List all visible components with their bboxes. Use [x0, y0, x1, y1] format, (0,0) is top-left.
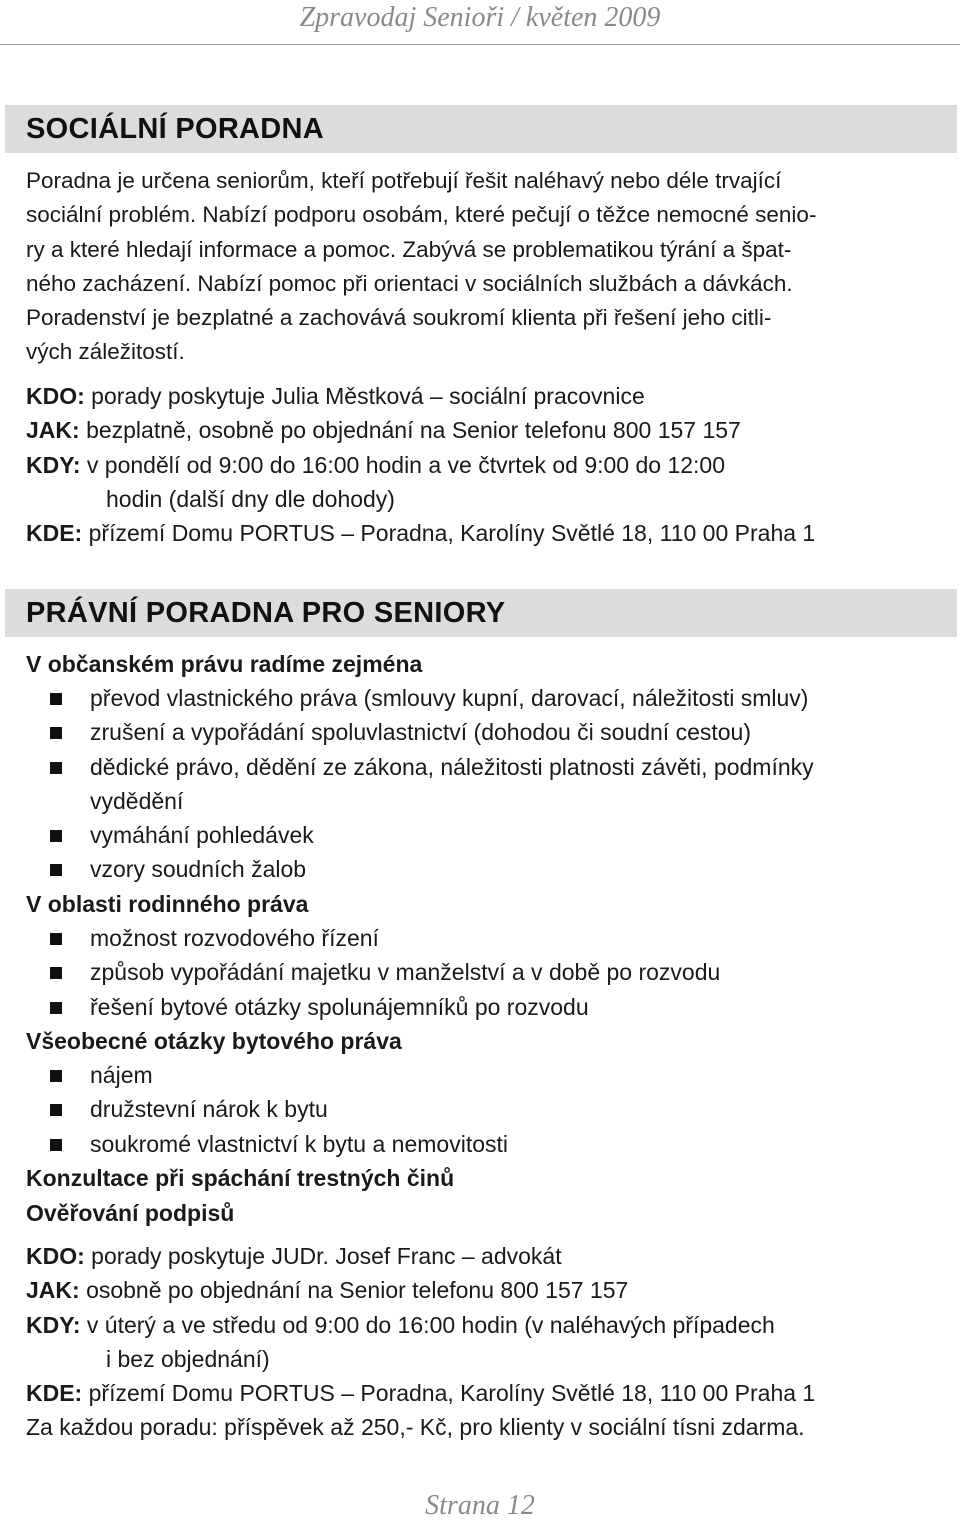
square-bullet-icon [50, 1002, 62, 1014]
header-divider [0, 44, 960, 45]
list-item [26, 681, 956, 715]
how-value: osobně po objednání na Senior telefonu 800 157 157 [86, 1277, 629, 1304]
paragraph-line: ného zacházení. Nabízí pomoc při orientaci v sociálních službách a dávkách. [26, 270, 793, 296]
publication-header: Zpravodaj Senioři / květen 2009 [299, 2, 661, 33]
where-label: KDE: [26, 520, 83, 547]
list-item [26, 990, 956, 1024]
when-value: v úterý a ve středu od 9:00 do 16:00 hodin (v naléhavých případech [86, 1311, 775, 1338]
list-item [26, 955, 956, 989]
list-item [26, 921, 956, 955]
signature-verification-heading: Ověřování podpisů [26, 1200, 235, 1226]
list-item [26, 1092, 956, 1126]
list-item-text: dědické právo, dědění ze zákona, náležitosti platnosti závěti, podmínky [90, 753, 814, 780]
section-title-social: SOCIÁLNÍ PORADNA [26, 113, 325, 145]
paragraph-line: Poradenství je bezplatné a zachovává soukromí klienta při řešení jeho citli- [26, 305, 772, 331]
list-item [26, 715, 956, 749]
when-value-continued: hodin (další dny dle dohody) [106, 485, 395, 512]
square-bullet-icon [50, 727, 62, 739]
family-law-heading: V oblasti rodinného práva [26, 891, 309, 917]
social-intro-paragraph [26, 164, 956, 370]
when-label: KDY: [26, 1311, 81, 1338]
list-item-text: vymáhání pohledávek [90, 822, 314, 849]
list-item-text: možnost rozvodového řízení [90, 925, 379, 951]
who-label: KDO: [26, 383, 85, 409]
list-item-text: způsob vypořádání majetku v manželství a v době po rozvodu [90, 959, 721, 986]
list-item-text: nájem [90, 1062, 153, 1088]
list-item [26, 1058, 956, 1092]
list-item-text: vzory soudních žalob [90, 856, 307, 883]
square-bullet-icon [50, 967, 62, 979]
paragraph-line: vých záležitostí. [26, 339, 185, 365]
civil-law-heading: V občanském právu radíme zejména [26, 651, 423, 677]
civil-law-list [26, 681, 956, 887]
square-bullet-icon [50, 864, 62, 876]
how-label: JAK: [26, 1277, 80, 1304]
family-law-list [26, 921, 956, 1024]
square-bullet-icon [50, 830, 62, 842]
criminal-consult-heading: Konzultace při spáchání trestných činů [26, 1165, 455, 1191]
social-contact-info [26, 379, 956, 550]
list-item-text: řešení bytové otázky spolunájemníků po rozvodu [90, 993, 589, 1020]
square-bullet-icon [50, 933, 62, 945]
legal-contact-info [26, 1239, 956, 1445]
list-item [26, 852, 956, 886]
housing-law-list [26, 1058, 956, 1161]
who-value: porady poskytuje JUDr. Josef Franc – advokát [91, 1243, 562, 1269]
list-item-text: družstevní nárok k bytu [90, 1096, 328, 1123]
list-item-text: zrušení a vypořádání spoluvlastnictví (dohodou či soudní cestou) [90, 719, 751, 746]
how-value: bezplatně, osobně po objednání na Senior telefonu 800 157 157 [86, 417, 741, 444]
how-label: JAK: [26, 417, 80, 444]
list-item [26, 750, 956, 819]
list-item-text: soukromé vlastnictví k bytu a nemovitosti [90, 1130, 508, 1157]
list-item [26, 1127, 956, 1161]
section-title-legal: PRÁVNÍ PORADNA PRO SENIORY [26, 597, 506, 629]
where-value: přízemí Domu PORTUS – Poradna, Karolíny Světlé 18, 110 00 Praha 1 [88, 1380, 816, 1407]
paragraph-line: sociální problém. Nabízí podporu osobám, které pečují o těžce nemocné senio- [26, 202, 817, 228]
who-label: KDO: [26, 1243, 85, 1269]
where-label: KDE: [26, 1380, 83, 1407]
list-item-text-continued: vydědění [90, 787, 184, 814]
square-bullet-icon [50, 1104, 62, 1116]
who-value: porady poskytuje Julia Městková – sociální pracovnice [91, 383, 645, 409]
housing-law-heading: Všeobecné otázky bytového práva [26, 1028, 402, 1054]
square-bullet-icon [50, 762, 62, 774]
square-bullet-icon [50, 1070, 62, 1082]
paragraph-line: ry a které hledají informace a pomoc. Zabývá se problematikou týrání a špat- [26, 236, 792, 262]
list-item [26, 818, 956, 852]
fee-note: Za každou poradu: příspěvek až 250,- Kč, pro klienty v sociální tísni zdarma. [26, 1414, 805, 1441]
where-value: přízemí Domu PORTUS – Poradna, Karolíny Světlé 18, 110 00 Praha 1 [88, 520, 816, 547]
square-bullet-icon [50, 693, 62, 705]
when-value: v pondělí od 9:00 do 16:00 hodin a ve čtvrtek od 9:00 do 12:00 [86, 451, 725, 478]
when-label: KDY: [26, 451, 81, 478]
paragraph-line: Poradna je určena seniorům, kteří potřebují řešit naléhavý nebo déle trvající [26, 168, 782, 193]
list-item-text: převod vlastnického práva (smlouvy kupní, darovací, náležitosti smluv) [90, 685, 809, 711]
page-number: Strana 12 [425, 1490, 535, 1521]
when-value-continued: i bez objednání) [106, 1345, 270, 1372]
square-bullet-icon [50, 1139, 62, 1151]
